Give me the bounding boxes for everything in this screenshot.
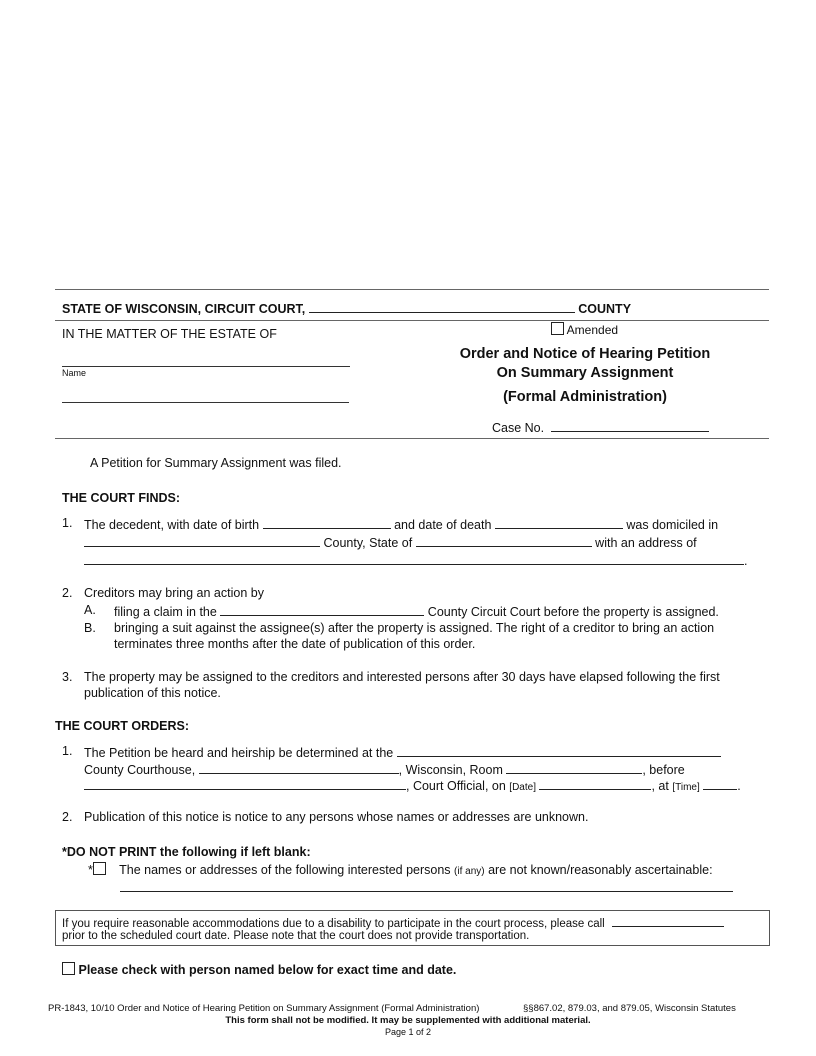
unknown-persons-row xyxy=(88,862,713,877)
at-label: , at xyxy=(651,779,669,793)
accommodation-line2: prior to the scheduled court date. Please note that the court does not provide transportation. xyxy=(62,930,530,942)
caption-rule xyxy=(55,320,769,321)
finds-item2-b-letter: B. xyxy=(84,621,96,635)
name-field-line-2[interactable] xyxy=(62,402,349,403)
orders-item2-num: 2. xyxy=(62,810,73,824)
footer-statutes: §§867.02, 879.03, and 879.05, Wisconsin Statutes xyxy=(523,1003,736,1014)
intro-text: A Petition for Summary Assignment was filed. xyxy=(90,456,342,470)
finds-item1-num: 1. xyxy=(62,516,73,530)
finds-item3-line2: publication of this notice. xyxy=(84,686,221,700)
amended-checkbox[interactable] xyxy=(551,322,564,335)
domicile-county-field[interactable] xyxy=(84,534,320,547)
state-of-label: County, State of xyxy=(323,536,413,550)
domicile-label: was domiciled in xyxy=(626,518,719,532)
amended-label: Amended xyxy=(566,323,619,337)
orders-item1-line2 xyxy=(84,761,685,777)
court-finds-heading: THE COURT FINDS: xyxy=(62,491,181,505)
finds-item2-text: Creditors may bring an action by xyxy=(84,586,264,600)
finds-item2-num: 2. xyxy=(62,586,73,600)
case-number xyxy=(492,419,709,435)
hearing-location-field[interactable] xyxy=(397,744,721,757)
finds-item3-line1: The property may be assigned to the creditors and interested persons after 30 days have elapsed following the first xyxy=(84,670,720,684)
claim-label: filing a claim in the xyxy=(114,605,217,619)
if-any-label: (if any) xyxy=(454,866,485,877)
unknown-persons-field[interactable] xyxy=(120,891,733,892)
court-orders-heading: THE COURT ORDERS: xyxy=(55,719,190,733)
date-label: [Date] xyxy=(509,782,536,793)
time-label: [Time] xyxy=(672,782,700,793)
check-person-row[interactable] xyxy=(62,962,456,977)
before-label: , before xyxy=(642,763,685,777)
state-label: STATE OF WISCONSIN, CIRCUIT COURT, xyxy=(62,302,306,316)
time-end: . xyxy=(737,779,741,793)
county-name-field[interactable] xyxy=(309,300,575,313)
courthouse-city-field[interactable] xyxy=(199,761,399,774)
accommodation-text: If you require reasonable accommodations due to a disability to participate in the court process, please call xyxy=(62,918,605,930)
case-no-field[interactable] xyxy=(551,419,709,432)
court-caption xyxy=(62,300,631,316)
date-field[interactable] xyxy=(539,777,651,790)
state-field[interactable] xyxy=(416,534,592,547)
accommodation-line1 xyxy=(62,914,724,930)
unknown-persons-checkbox[interactable] xyxy=(93,862,106,875)
footer-page: Page 1 of 2 xyxy=(384,1027,432,1037)
do-not-print-heading: *DO NOT PRINT the following if left blank: xyxy=(62,845,311,859)
name-label: Name xyxy=(62,368,87,378)
footer-notice: This form shall not be modified. It may be supplemented with additional material. xyxy=(225,1015,591,1026)
name-field-line[interactable] xyxy=(62,366,350,367)
address-field[interactable] xyxy=(84,552,744,565)
header-bottom-rule xyxy=(55,438,769,439)
matter-label: IN THE MATTER OF THE ESTATE OF xyxy=(62,327,277,341)
room-field[interactable] xyxy=(506,761,642,774)
orders-item1-line1 xyxy=(84,744,721,760)
court-official-field[interactable] xyxy=(84,777,406,790)
check-person-checkbox[interactable] xyxy=(62,962,75,975)
county-label: COUNTY xyxy=(578,302,632,316)
unknown-persons-text: The names or addresses of the following interested persons xyxy=(119,863,451,877)
form-title-line2: On Summary Assignment xyxy=(496,365,674,381)
finds-item3-num: 3. xyxy=(62,670,73,684)
hearing-location-label: The Petition be heard and heirship be determined at the xyxy=(84,746,394,760)
address-label: with an address of xyxy=(595,536,697,550)
case-no-label: Case No. xyxy=(492,421,545,435)
official-label: , Court Official, on xyxy=(406,779,506,793)
courthouse-label: County Courthouse, xyxy=(84,763,196,777)
finds-item2-a xyxy=(114,603,719,619)
accommodation-box xyxy=(55,910,770,946)
amended-option[interactable] xyxy=(551,322,618,337)
room-label: , Wisconsin, Room xyxy=(398,763,503,777)
check-person-label: Please check with person named below for exact time and date. xyxy=(78,963,457,977)
footer-form-id: PR-1843, 10/10 Order and Notice of Hearing Petition on Summary Assignment (Formal Administration) xyxy=(48,1003,480,1014)
accommodation-phone-field[interactable] xyxy=(612,914,724,927)
orders-item1-num: 1. xyxy=(62,744,73,758)
top-rule xyxy=(55,289,769,290)
unknown-persons-text-2: are not known/reasonably ascertainable: xyxy=(488,863,713,877)
star-marker: * xyxy=(88,863,93,877)
finds-item1-line3 xyxy=(84,552,747,568)
finds-item2-b-line2: terminates three months after the date of publication of this order. xyxy=(114,637,476,651)
finds-item2-b-line1: bringing a suit against the assignee(s) after the property is assigned. The right of a creditor to bring an action xyxy=(114,621,715,635)
finds-item2-a-letter: A. xyxy=(84,603,96,617)
dob-label: The decedent, with date of birth xyxy=(84,518,260,532)
finds-item1-line2 xyxy=(84,534,697,550)
time-field[interactable] xyxy=(703,777,737,790)
orders-item1-line3 xyxy=(84,777,741,793)
claim-county-field[interactable] xyxy=(220,603,424,616)
dod-label: and date of death xyxy=(394,518,492,532)
claim-text: County Circuit Court before the property is assigned. xyxy=(427,605,719,619)
address-end: . xyxy=(744,554,748,568)
form-title-line1: Order and Notice of Hearing Petition xyxy=(459,346,711,362)
dob-field[interactable] xyxy=(263,516,391,529)
orders-item2-text: Publication of this notice is notice to any persons whose names or addresses are unknown. xyxy=(84,810,589,824)
form-title-line3: (Formal Administration) xyxy=(503,389,667,405)
dod-field[interactable] xyxy=(495,516,623,529)
finds-item1-line1 xyxy=(84,516,718,532)
